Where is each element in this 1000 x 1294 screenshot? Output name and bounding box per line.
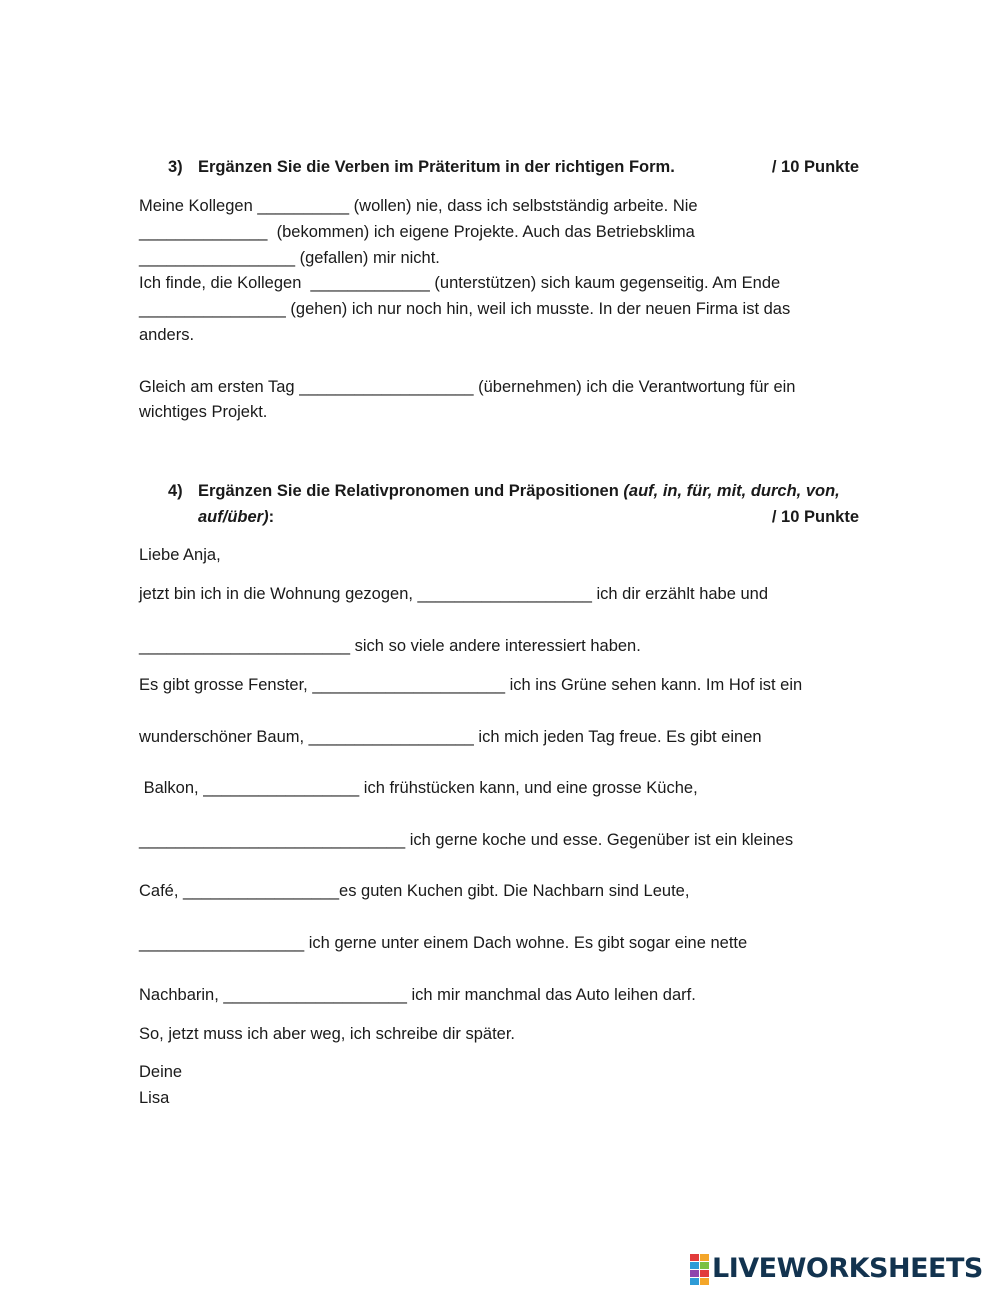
task4-title-options: (auf, in, für, mit, durch, von, [623, 482, 840, 500]
logo-square [700, 1262, 709, 1269]
task4-line: _______________________ sich so viele andere interessiert haben. [139, 637, 641, 655]
task3-line: ________________ (gehen) ich nur noch hin, weil ich musste. In der neuen Firma ist das [139, 300, 791, 318]
task4-points: / 10 Punkte [771, 508, 859, 526]
task4-number: 4) [168, 482, 183, 500]
letter-closing: Deine [139, 1063, 183, 1081]
task3-line: anders. [139, 326, 195, 344]
task4-title: Ergänzen Sie die Relativpronomen und Präpositionen [198, 482, 619, 500]
task3-title: Ergänzen Sie die Verben im Präteritum in der richtigen Form. [198, 158, 675, 176]
logo-square [700, 1254, 709, 1261]
task3-line: Meine Kollegen __________ (wollen) nie, dass ich selbstständig arbeite. Nie [139, 197, 698, 215]
task4-title-line2 [198, 507, 274, 527]
task4-title-colon: : [268, 508, 275, 526]
task3-line: Gleich am ersten Tag ___________________ (übernehmen) ich die Verantwortung für ein [139, 378, 796, 396]
logo-text: LIVEWORKSHEETS [712, 1253, 983, 1284]
logo-square [700, 1278, 709, 1285]
letter-signature: Lisa [139, 1089, 170, 1107]
task4-line: So, jetzt muss ich aber weg, ich schreibe dir später. [139, 1025, 516, 1043]
task3-line: wichtiges Projekt. [139, 403, 268, 421]
task4-title-line1 [198, 481, 840, 501]
logo-square [690, 1262, 699, 1269]
task4-line: Café, _________________es guten Kuchen gibt. Die Nachbarn sind Leute, [139, 882, 690, 900]
logo-square [700, 1270, 709, 1277]
task3-points: / 10 Punkte [771, 158, 859, 176]
task4-line: jetzt bin ich in die Wohnung gezogen, ___________________ ich dir erzählt habe und [139, 585, 769, 603]
task4-line: Balkon, _________________ ich frühstücken kann, und eine grosse Küche, [139, 779, 698, 797]
logo-icon [690, 1254, 709, 1285]
task3-line: Ich finde, die Kollegen _____________ (unterstützen) sich kaum gegenseitig. Am Ende [139, 274, 781, 292]
logo-square [690, 1270, 699, 1277]
task4-line: Es gibt grosse Fenster, _____________________ ich ins Grüne sehen kann. Im Hof ist ein [139, 676, 803, 694]
task3-line: ______________ (bekommen) ich eigene Projekte. Auch das Betriebsklima [139, 223, 695, 241]
logo-square [690, 1278, 699, 1285]
logo-square [690, 1254, 699, 1261]
task4-line: __________________ ich gerne unter einem Dach wohne. Es gibt sogar eine nette [139, 934, 748, 952]
liveworksheets-logo [690, 1254, 983, 1284]
task3-line: _________________ (gefallen) mir nicht. [139, 249, 440, 267]
task3-number: 3) [168, 158, 183, 176]
letter-greeting: Liebe Anja, [139, 546, 221, 564]
task4-line: _____________________________ ich gerne koche und esse. Gegenüber ist ein kleines [139, 831, 794, 849]
task4-line: Nachbarin, ____________________ ich mir manchmal das Auto leihen darf. [139, 986, 696, 1004]
task4-line: wunderschöner Baum, __________________ ich mich jeden Tag freue. Es gibt einen [139, 728, 762, 746]
task4-title-options-cont: auf/über) [198, 508, 269, 526]
